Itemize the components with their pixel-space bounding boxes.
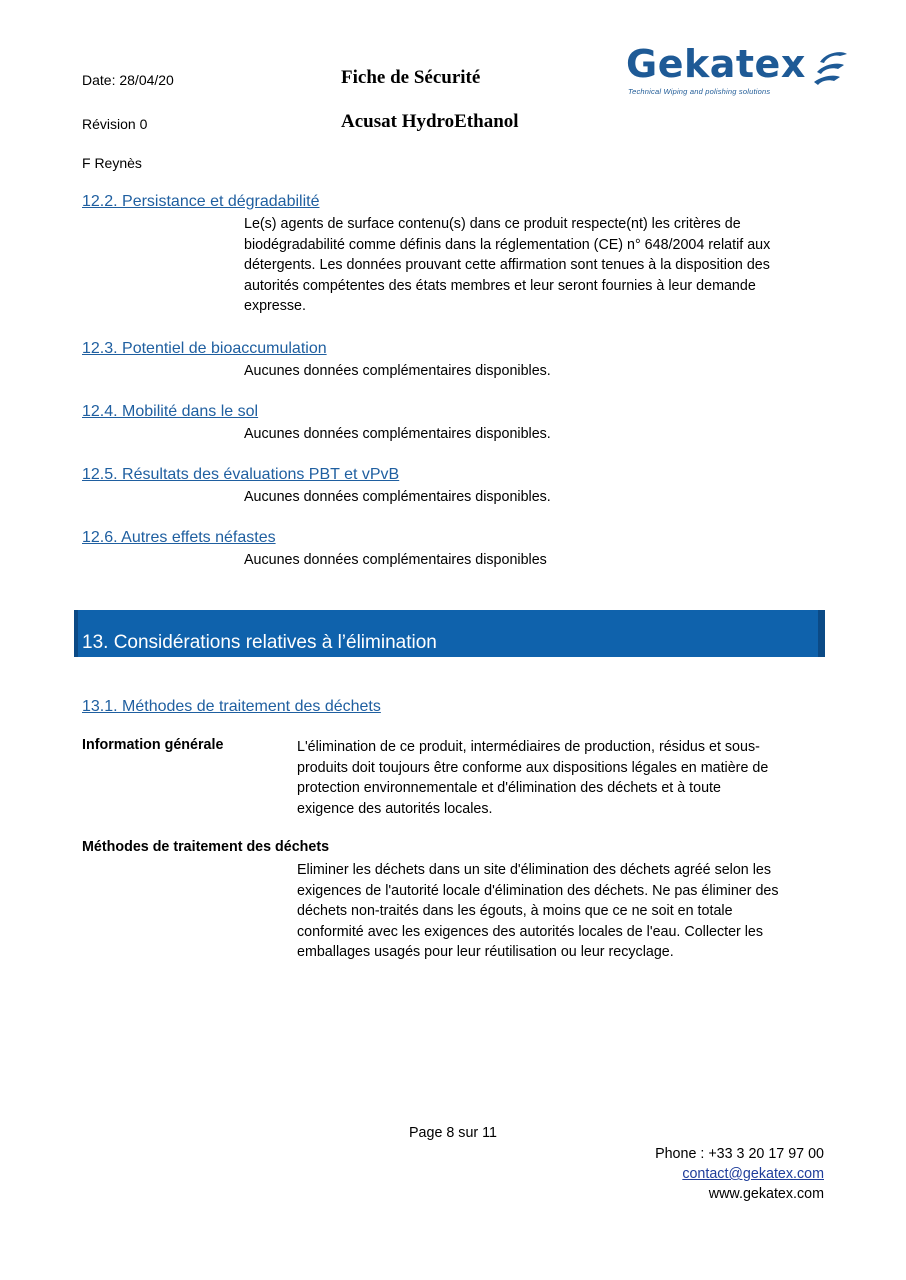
logo-swoosh-icon (814, 50, 848, 86)
footer-email-link[interactable]: contact@gekatex.com (682, 1166, 824, 1182)
page-number: Page 8 sur 11 (409, 1125, 497, 1141)
section-12-4-heading[interactable]: 12.4. Mobilité dans le sol (82, 403, 259, 420)
author-text: F Reynès (82, 155, 142, 171)
body-line: emballages usagés pour leur réutilisation ou leur recyclage. (297, 944, 674, 960)
body-line: Eliminer les déchets dans un site d'élimination des déchets agréé selon les (297, 862, 772, 878)
info-general-label: Information générale (82, 737, 224, 753)
section-12-5-heading[interactable]: 12.5. Résultats des évaluations PBT et vPvB (82, 466, 400, 483)
section-12-2-body (244, 214, 770, 317)
body-line: exigences de l'autorité locale d'élimination des déchets. Ne pas éliminer des (297, 882, 779, 899)
section-12-6-body: Aucunes données complémentaires disponibles (244, 552, 547, 568)
date-text: Date: 28/04/20 (82, 72, 174, 88)
section-12-6-heading[interactable]: 12.6. Autres effets néfastes (82, 529, 276, 546)
body-line: biodégradabilité comme définis dans la réglementation (CE) n° 648/2004 relatif aux (244, 236, 771, 253)
footer-website: www.gekatex.com (708, 1186, 824, 1202)
section-12-3-body: Aucunes données complémentaires disponibles. (244, 363, 551, 379)
product-name: Acusat HydroEthanol (341, 111, 519, 132)
waste-methods-label: Méthodes de traitement des déchets (82, 839, 330, 855)
gekatex-logo (626, 42, 851, 100)
section-12-3-heading[interactable]: 12.3. Potentiel de bioaccumulation (82, 340, 327, 357)
footer-phone: Phone : +33 3 20 17 97 00 (655, 1146, 824, 1162)
body-line: expresse. (244, 298, 306, 314)
body-line: produits doit toujours être conforme aux dispositions légales en matière de (297, 759, 769, 776)
section-12-5-body: Aucunes données complémentaires disponibles. (244, 489, 551, 505)
body-line: protection environnementale et d'élimination des déchets et à toute (297, 780, 721, 796)
banner-edge-left (74, 610, 78, 657)
body-line: exigence des autorités locales. (297, 800, 493, 817)
revision-text: Révision 0 (82, 116, 148, 132)
logo-wordmark: Gekatex (626, 42, 806, 86)
section-12-2-heading[interactable]: 12.2. Persistance et dégradabilité (82, 193, 320, 210)
body-line: Le(s) agents de surface contenu(s) dans ce produit respecte(nt) les critères de (244, 216, 741, 232)
section-13-1-heading[interactable]: 13.1. Méthodes de traitement des déchets (82, 698, 381, 715)
banner-edge-right (818, 610, 825, 657)
section-12-4-body: Aucunes données complémentaires disponibles. (244, 426, 551, 442)
body-line: déchets non-traités dans les égouts, à moins que ce ne soit en totale (297, 903, 733, 919)
logo-tagline: Technical Wiping and polishing solutions (628, 87, 771, 96)
waste-methods-body (297, 860, 779, 963)
info-general-body (297, 737, 768, 819)
document-title: Fiche de Sécurité (341, 67, 481, 88)
body-line: L'élimination de ce produit, intermédiaires de production, résidus et sous- (297, 739, 760, 755)
body-line: conformité avec les exigences des autorités locales de l'eau. Collecter les (297, 923, 764, 940)
section-13-title: 13. Considérations relatives à l’élimination (82, 632, 437, 653)
body-line: détergents. Les données prouvant cette affirmation sont tenues à la disposition des (244, 257, 770, 273)
body-line: autorités compétentes des états membres et leur seront fournies à leur demande (244, 277, 756, 294)
